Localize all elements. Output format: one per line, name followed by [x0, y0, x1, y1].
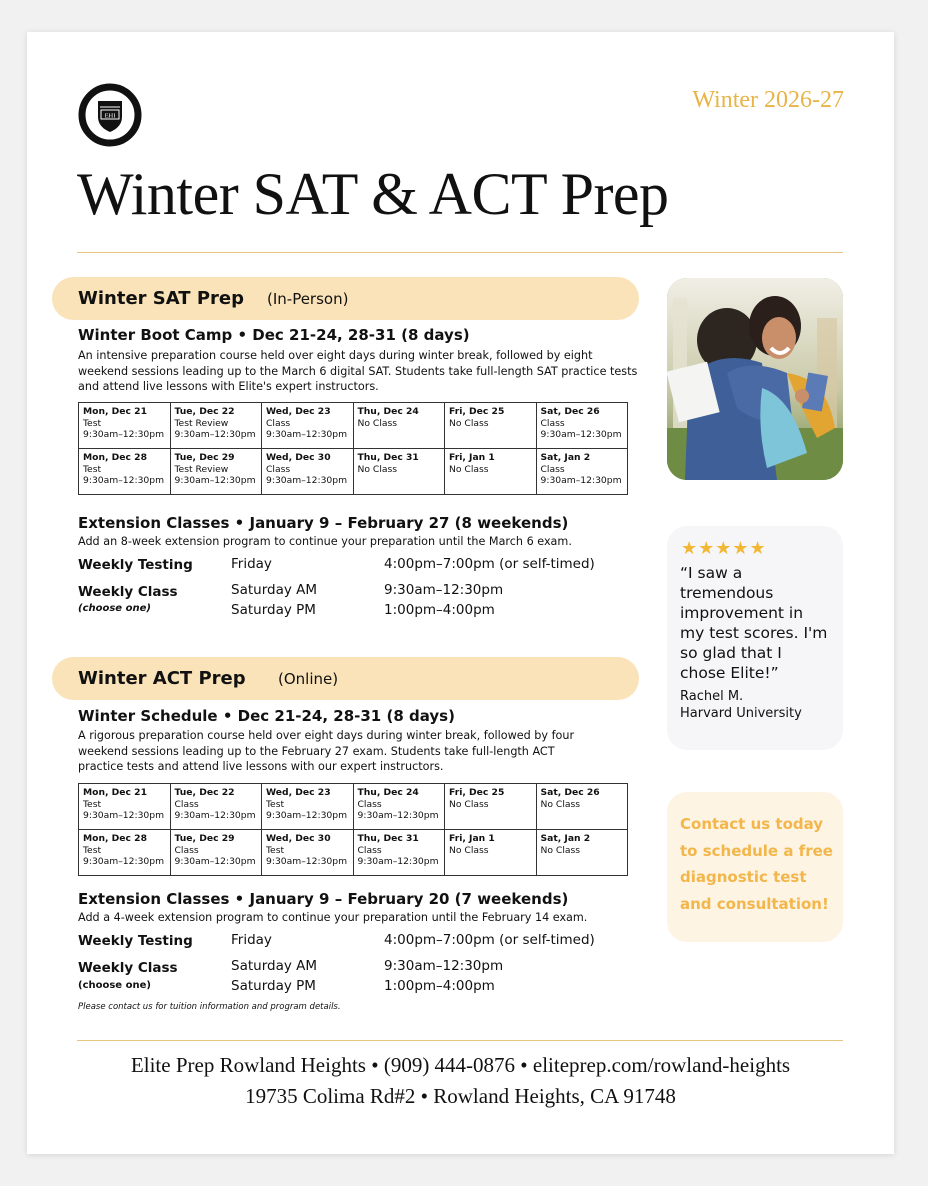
students-hugging-photo: [667, 278, 843, 480]
sat-weekly-testing-label: Weekly Testing: [78, 557, 193, 573]
schedule-type: Test: [83, 463, 102, 475]
act-weekly-testing-time: 4:00pm–7:00pm (or self-timed): [384, 932, 595, 948]
footer-divider: [77, 1040, 843, 1041]
schedule-type: Test: [83, 417, 102, 429]
schedule-day: Tue, Dec 22: [174, 787, 235, 798]
act-schedule-cell: [353, 784, 445, 830]
page-title: Winter SAT & ACT Prep: [77, 161, 669, 227]
sat-weekly-testing-time: 4:00pm–7:00pm (or self-timed): [384, 556, 595, 572]
schedule-day: Wed, Dec 30: [266, 833, 331, 844]
schedule-day: Tue, Dec 29: [174, 833, 235, 844]
schedule-day: Mon, Dec 28: [83, 452, 147, 463]
sat-bootcamp-description: An intensive preparation course held over eight days during winter break, followed by eight weekend sessions leading up to the March 6 digital SAT. Students take full-length SAT practice tests and attend live lessons with Elite's expert instructors.: [78, 349, 638, 393]
act-weekly-class-choose: (choose one): [78, 980, 151, 991]
header-divider: [77, 252, 843, 253]
sat-extension-description: Add an 8-week extension program to continue your preparation until the March 6 exam.: [78, 535, 572, 548]
svg-text:EHI: EHI: [104, 112, 116, 120]
schedule-time: 9:30am–12:30pm: [266, 475, 348, 486]
act-schedule-title: Winter Schedule • Dec 21-24, 28-31 (8 days): [78, 707, 455, 725]
act-band-subtitle: (Online): [278, 670, 339, 688]
sat-band-subtitle: (In-Person): [267, 290, 349, 308]
schedule-time: 9:30am–12:30pm: [540, 475, 622, 486]
act-section-band: [52, 657, 639, 700]
schedule-day: Mon, Dec 28: [83, 833, 147, 844]
act-schedule-table: [78, 783, 628, 876]
schedule-day: Sat, Jan 2: [540, 833, 591, 844]
schedule-day: Mon, Dec 21: [83, 787, 147, 798]
schedule-day: Wed, Dec 23: [266, 787, 331, 798]
sat-schedule-cell: [170, 403, 262, 449]
act-schedule-cell: [262, 830, 354, 876]
schedule-time: 9:30am–12:30pm: [174, 856, 256, 867]
sat-class-day-am: Saturday AM: [231, 582, 318, 598]
sat-schedule-cell: [262, 403, 354, 449]
schedule-type: No Class: [357, 417, 398, 429]
schedule-type: Class: [540, 417, 565, 429]
schedule-time: 9:30am–12:30pm: [83, 475, 165, 486]
schedule-time: 9:30am–12:30pm: [266, 856, 348, 867]
sat-schedule-cell: [353, 403, 445, 449]
schedule-type: No Class: [449, 798, 489, 810]
act-schedule-cell: [170, 784, 262, 830]
act-extension-description: Add a 4-week extension program to continue your preparation until the February 14 exam.: [78, 911, 588, 924]
sat-schedule-cell: [536, 449, 628, 495]
schedule-day: Thu, Dec 24: [357, 406, 419, 417]
act-schedule-cell: [536, 784, 628, 830]
schedule-type: No Class: [449, 417, 489, 429]
testimonial-attribution: [680, 688, 802, 722]
sat-class-time-pm: 1:00pm–4:00pm: [384, 602, 495, 618]
schedule-day: Fri, Jan 1: [449, 452, 495, 463]
schedule-type: No Class: [357, 463, 398, 475]
schedule-time: 9:30am–12:30pm: [83, 429, 165, 440]
sat-schedule-cell: [536, 403, 628, 449]
schedule-type: Test Review: [174, 463, 229, 475]
sat-schedule-row: [79, 449, 628, 495]
schedule-day: Sat, Dec 26: [540, 787, 600, 798]
five-star-rating-icon: ★★★★★: [681, 538, 767, 559]
schedule-time: 9:30am–12:30pm: [174, 810, 256, 821]
act-schedule-row: [79, 784, 628, 830]
act-schedule-cell: [262, 784, 354, 830]
schedule-day: Fri, Dec 25: [449, 406, 505, 417]
schedule-time: 9:30am–12:30pm: [540, 429, 622, 440]
act-weekly-class-label: Weekly Class: [78, 960, 178, 976]
schedule-type: Class: [357, 844, 382, 856]
act-class-time-am: 9:30am–12:30pm: [384, 958, 504, 974]
schedule-time: 9:30am–12:30pm: [83, 810, 165, 821]
schedule-type: Test: [83, 798, 102, 810]
sat-weekly-testing-day: Friday: [231, 556, 272, 572]
schedule-day: Sat, Jan 2: [540, 452, 591, 463]
schedule-type: Test: [266, 798, 285, 810]
act-weekly-testing-label: Weekly Testing: [78, 933, 193, 949]
schedule-type: Class: [174, 798, 199, 810]
elite-shield-logo: [78, 83, 142, 147]
sat-section-band: [52, 277, 639, 320]
schedule-type: Class: [266, 463, 291, 475]
footer-address-line: 19735 Colima Rd#2 • Rowland Heights, CA 91748: [245, 1084, 676, 1108]
flyer-page: [27, 32, 894, 1154]
act-schedule-cell: [445, 830, 537, 876]
schedule-day: Tue, Dec 29: [174, 452, 235, 463]
schedule-day: Wed, Dec 23: [266, 406, 331, 417]
schedule-type: No Class: [540, 844, 581, 856]
schedule-type: Class: [540, 463, 565, 475]
schedule-type: Test: [83, 844, 102, 856]
schedule-type: No Class: [449, 844, 489, 856]
schedule-day: Mon, Dec 21: [83, 406, 147, 417]
schedule-day: Thu, Dec 31: [357, 452, 419, 463]
schedule-time: 9:30am–12:30pm: [357, 810, 439, 821]
sat-class-time-am: 9:30am–12:30pm: [384, 582, 504, 598]
act-schedule-description: A rigorous preparation course held over eight days during winter break, followed by four weekend sessions leading up to the February 27 exam. Students take full-length ACT practice tests and attend live lessons with our expert instructors.: [78, 729, 575, 773]
schedule-type: Test: [266, 844, 285, 856]
act-schedule-cell: [353, 830, 445, 876]
schedule-type: Test Review: [174, 417, 229, 429]
schedule-time: 9:30am–12:30pm: [174, 475, 256, 486]
act-schedule-cell: [79, 784, 171, 830]
season-label: Winter 2026-27: [692, 87, 844, 113]
sat-bootcamp-title: Winter Boot Camp • Dec 21-24, 28-31 (8 days): [78, 326, 470, 344]
testimonial-card: [667, 526, 843, 750]
testimonial-name: Rachel M.: [680, 689, 744, 704]
sat-schedule-cell: [79, 403, 171, 449]
act-class-day-am: Saturday AM: [231, 958, 318, 974]
schedule-day: Thu, Dec 24: [357, 787, 419, 798]
schedule-day: Wed, Dec 30: [266, 452, 331, 463]
schedule-type: Class: [174, 844, 199, 856]
schedule-type: No Class: [449, 463, 489, 475]
sat-schedule-row: [79, 403, 628, 449]
act-extension-title: Extension Classes • January 9 – February 20 (7 weekends): [78, 890, 569, 908]
schedule-type: Class: [266, 417, 291, 429]
schedule-type: No Class: [540, 798, 581, 810]
schedule-day: Fri, Jan 1: [449, 833, 495, 844]
schedule-day: Sat, Dec 26: [540, 406, 600, 417]
contact-cta-text: Contact us today to schedule a free diagnostic test and consultation!: [680, 815, 833, 913]
footer-contact-line: Elite Prep Rowland Heights • (909) 444-0876 • eliteprep.com/rowland-heights: [130, 1053, 791, 1077]
sat-class-day-pm: Saturday PM: [231, 602, 316, 618]
schedule-time: 9:30am–12:30pm: [174, 429, 256, 440]
sat-schedule-cell: [79, 449, 171, 495]
act-schedule-cell: [170, 830, 262, 876]
sat-schedule-cell: [445, 403, 537, 449]
schedule-time: 9:30am–12:30pm: [357, 856, 439, 867]
sat-schedule-cell: [353, 449, 445, 495]
sat-schedule-cell: [445, 449, 537, 495]
act-band-title: Winter ACT Prep: [78, 668, 246, 689]
tuition-note: Please contact us for tuition information and program details.: [78, 1002, 341, 1012]
sat-band-title: Winter SAT Prep: [78, 288, 244, 309]
sat-schedule-table: [78, 402, 628, 495]
act-schedule-cell: [536, 830, 628, 876]
act-schedule-row: [79, 830, 628, 876]
act-class-day-pm: Saturday PM: [231, 978, 316, 994]
act-weekly-testing-day: Friday: [231, 932, 272, 948]
sat-weekly-class-choose: (choose one): [78, 603, 151, 614]
schedule-time: 9:30am–12:30pm: [266, 429, 348, 440]
testimonial-school: Harvard University: [680, 706, 802, 721]
contact-cta-card: [667, 792, 843, 942]
schedule-type: Class: [357, 798, 382, 810]
sat-schedule-cell: [262, 449, 354, 495]
sat-schedule-cell: [170, 449, 262, 495]
testimonial-quote: “I saw a tremendous improvement in my test scores. I'm so glad that I chose Elite!”: [680, 564, 828, 682]
schedule-day: Tue, Dec 22: [174, 406, 235, 417]
schedule-time: 9:30am–12:30pm: [83, 856, 165, 867]
act-class-time-pm: 1:00pm–4:00pm: [384, 978, 495, 994]
schedule-time: 9:30am–12:30pm: [266, 810, 348, 821]
schedule-day: Fri, Dec 25: [449, 787, 505, 798]
act-schedule-cell: [445, 784, 537, 830]
sat-extension-title: Extension Classes • January 9 – February 27 (8 weekends): [78, 514, 569, 532]
act-schedule-cell: [79, 830, 171, 876]
sat-weekly-class-label: Weekly Class: [78, 584, 178, 600]
schedule-day: Thu, Dec 31: [357, 833, 419, 844]
